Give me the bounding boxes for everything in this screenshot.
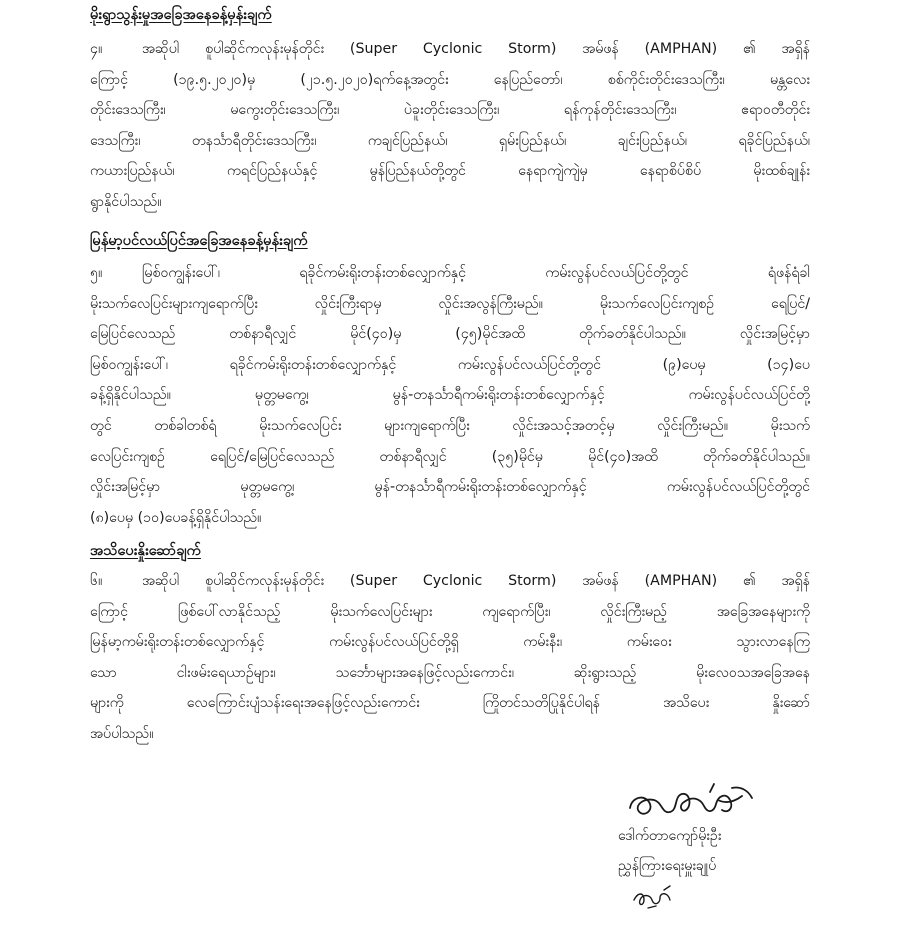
- paragraph-line: များကို လေကြောင်းပျံသန်းရေးအနေဖြင့်လည်းကောင်း ကြိုတင်သတိပြုနိုင်ပါရန် အသိပေး နှိုးဆော်: [90, 695, 810, 712]
- paragraph-line: ရွာနိုင်ပါသည်။: [90, 193, 162, 210]
- paragraph-line: တိုင်းဒေသကြီး၊ မကွေးတိုင်းဒေသကြီး၊ ပဲခူးတိုင်းဒေသကြီး၊ ရန်ကုန်တိုင်းဒေသကြီး၊ ဧရာဝတီတိုင်း: [90, 102, 810, 119]
- paragraph-line: မြန်မာ့ကမ်းရိုးတန်းတစ်လျှောက်နှင့် ကမ်းလွန်ပင်လယ်ပြင်တို့ရှိ ကမ်းနီး၊ ကမ်းဝေး သွားလာနေကြ: [90, 634, 810, 651]
- signature-block: [600, 778, 840, 928]
- paragraph-line: မြစ်ဝကျွန်းပေါ်၊ ရခိုင်ကမ်းရိုးတန်းတစ်လျှောက်နှင့် ကမ်းလွန်ပင်လယ်ပြင်တို့တွင် (၉)ပေမှ (၁၄)ပေ: [90, 356, 810, 373]
- paragraph-number: ၆။: [90, 573, 103, 589]
- paragraph-line: ကြောင့် (၁၉.၅.၂၀၂၀)မှ (၂၁.၅.၂၀၂၀)ရက်နေ့အတွင်း နေပြည်တော်၊ စစ်ကိုင်းတိုင်းဒေသကြီး၊ မန္တလေး: [90, 71, 810, 88]
- paragraph-line: (၈)ပေမှ (၁၀)ပေခန့်ရှိနိုင်ပါသည်။: [90, 509, 262, 526]
- paragraph-line: ဒေသကြီး၊ တနင်္သာရီတိုင်းဒေသကြီး၊ ကချင်ပြည်နယ်၊ ရှမ်းပြည်နယ်၊ ချင်းပြည်နယ်၊ ရခိုင်ပြည်နယ်၊: [90, 132, 810, 149]
- handwritten-initials: [630, 882, 680, 912]
- paragraph-line: အပ်ပါသည်။: [90, 725, 154, 742]
- paragraph-line: သော ငါးဖမ်းရေယာဉ်များ၊ သင်္ဘောများအနေဖြင့်လည်းကောင်း၊ ဆိုးရွားသည့် မိုးလေဝသအခြေအနေ: [90, 664, 810, 681]
- section-heading-sea-forecast: မြန်မာ့ပင်လယ်ပြင်အခြေအနေခန့်မှန်းချက်: [90, 233, 308, 249]
- section-heading-rainfall-forecast: မိုးရွာသွန်းမှုအခြေအနေခန့်မှန်းချက်: [90, 7, 272, 23]
- paragraph-line: ၆။ အဆိုပါ စူပါဆိုင်ကလုန်းမုန်တိုင်း (Super Cyclonic Storm) အမ်ဖန် (AMPHAN) ၏ အရှိန်: [90, 566, 810, 597]
- paragraph-line: ကြောင့် ဖြစ်ပေါ်လာနိုင်သည့် မိုးသက်လေပြင်းများ ကျရောက်ပြီး၊ လှိုင်းကြီးမည့် အခြေအနေများကို: [90, 603, 810, 620]
- signer-title: ညွှန်ကြားရေးမှူးချုပ်: [618, 858, 717, 874]
- paragraph-line: မြေပြင်လေသည် တစ်နာရီလျှင် မိုင်(၄၀)မှ (၄၅)မိုင်အထိ တိုက်ခတ်နိုင်ပါသည်။ လှိုင်းအမြင့်မှာ: [90, 326, 810, 343]
- paragraph-line: မိုးသက်လေပြင်းများကျရောက်ပြီး လှိုင်းကြီးရာမှ လှိုင်းအလွန်ကြီးမည်။ မိုးသက်လေပြင်းကျစဉ် ရေပြင်/: [90, 295, 810, 312]
- paragraph-number: ၅။: [90, 265, 103, 281]
- paragraph-5: [90, 258, 810, 533]
- handwritten-signature: [622, 778, 772, 828]
- section-heading-advisory: အသိပေးနှိုးဆော်ချက်: [90, 543, 201, 559]
- signer-name: ဒေါက်တာကျော်မိုးဦး: [618, 828, 722, 844]
- paragraph-number: ၄။: [90, 41, 103, 57]
- paragraph-line: ခန့်ရှိနိုင်ပါသည်။ မုတ္တမကွေ့၊ မွန်-တနင်္သာရီကမ်းရိုးတန်းတစ်လျှောက်နှင့် ကမ်းလွန်ပင်လယ်ပြင်တို့: [90, 387, 810, 404]
- paragraph-line: ၅။ မြစ်ဝကျွန်းပေါ်၊ ရခိုင်ကမ်းရိုးတန်းတစ်လျှောက်နှင့် ကမ်းလွန်ပင်လယ်ပြင်တို့တွင် ရံဖန်ရံခါ: [90, 258, 810, 289]
- paragraph-4: [90, 34, 810, 218]
- paragraph-line: လေပြင်းကျစဉ် ရေပြင်/မြေပြင်လေသည် တစ်နာရီလျှင် (၃၅)မိုင်မှ မိုင်(၄၀)အထိ တိုက်ခတ်နိုင်ပါသည်။: [90, 448, 810, 465]
- paragraph-line: တွင် တစ်ခါတစ်ရံ မိုးသက်လေပြင်း များကျရောက်ပြီး လှိုင်းအသင့်အတင့်မှ လှိုင်းကြီးမည်။ မိုးသက်: [90, 417, 810, 434]
- paragraph-6: [90, 566, 810, 750]
- paragraph-line: လှိုင်းအမြင့်မှာ မုတ္တမကွေ့၊ မွန်-တနင်္သာရီကမ်းရိုးတန်းတစ်လျှောက်နှင့် ကမ်းလွန်ပင်လယ်ပြင်တို့တွင်: [90, 479, 810, 496]
- paragraph-line: ၄။ အဆိုပါ စူပါဆိုင်ကလုန်းမုန်တိုင်း (Super Cyclonic Storm) အမ်ဖန် (AMPHAN) ၏ အရှိန်: [90, 34, 810, 65]
- paragraph-line: ကယားပြည်နယ်၊ ကရင်ပြည်နယ်နှင့် မွန်ပြည်နယ်တို့တွင် နေရာကျဲကျဲမှ နေရာစိပ်စိပ် မိုးထစ်ချုန်း: [90, 163, 810, 180]
